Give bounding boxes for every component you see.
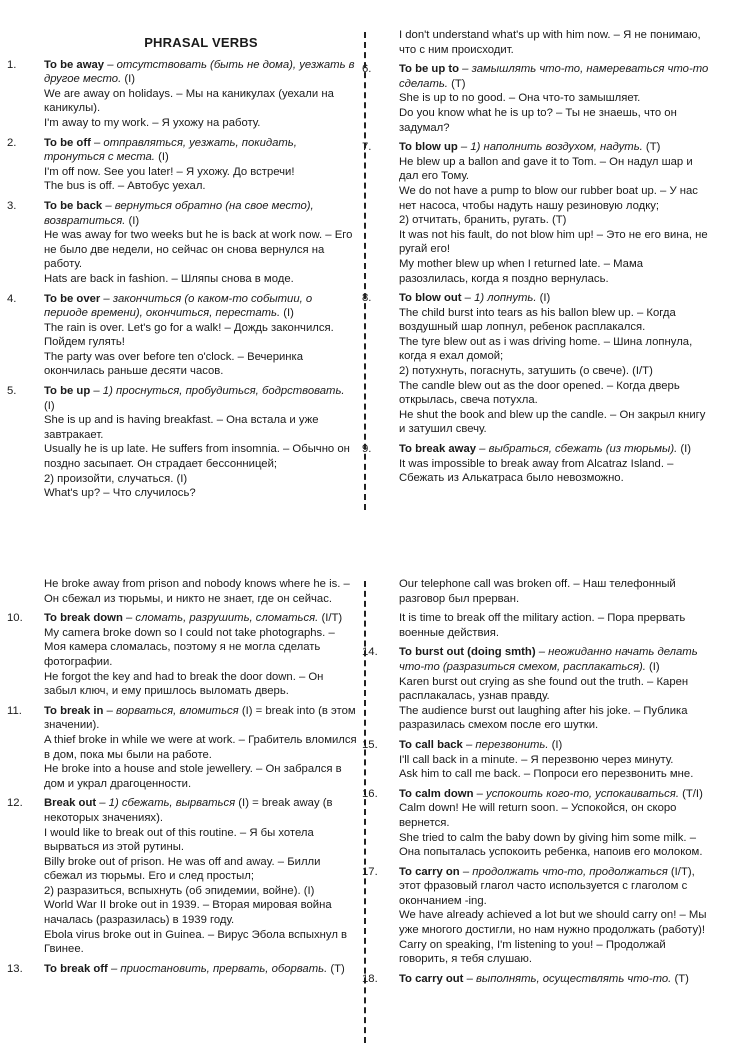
example-line: Karen burst out crying as she found out the truth. – Карен расплакалась, узнав правду. [399,675,689,703]
translation-definition: – отправляться, уезжать, покидать, тронуться с места. [44,136,297,164]
transitivity-mark: (I) [154,151,169,164]
entry-heading [44,58,358,87]
entry-number: 7. [362,141,372,154]
entry-heading [44,199,358,228]
phrasal-verb-entry [7,384,358,501]
example-line: The audience burst out laughing after his joke. – Публика разразилась смехом после его шутки. [399,704,688,732]
transitivity-mark: (I) [677,443,692,456]
entries-right-top [362,62,709,486]
transitivity-mark: (I) [645,660,660,673]
entry-heading [399,291,709,306]
transitivity-mark: (I) [121,73,136,86]
entry-heading [399,787,709,802]
entry-number: 10. [7,612,23,625]
translation-definition: – 1) сбежать, вырваться [96,797,236,810]
entry-number: 18. [362,972,378,985]
entry-number: 9. [362,443,372,456]
phrasal-verb-term: To calm down [399,787,474,800]
example-line: The bus is off. – Автобус уехал. [44,180,206,193]
example-line: A thief broke in while we were at work. – Грабитель вломился в дом, пока мы были на работе. [44,733,357,761]
entry-number: 17. [362,865,378,878]
column-divider-top [364,32,366,510]
continued-example: It is time to break off the military action. – Пора прервать военные действия. [399,612,686,639]
example-line: 2) разразиться, вспыхнуть (об эпидемии, войне). (I) [44,884,315,897]
example-line: 2) отчитать, бранить, ругать. (T) [399,214,567,227]
entry-number: 4. [7,292,17,305]
example-line: Ask him to call me back. – Попроси его перезвонить мне. [399,768,694,781]
entry-heading [399,645,709,674]
phrasal-verb-term: Break out [44,797,97,810]
example-line: Ebola virus broke out in Guinea. – Вирус Эбола вспыхнул в Гвинее. [44,928,348,956]
transitivity-mark: (T) [327,962,345,975]
phrasal-verb-entry [362,291,709,437]
translation-definition: – неожиданно начать делать что-то (разразиться смехом, расплакаться). [399,646,698,673]
translation-definition: – сломать, разрушить, сломаться. [122,612,319,625]
example-line: I'll call back in a minute. – Я перезвоню через минуту. [399,753,674,766]
phrasal-verb-term: To blow up [399,141,458,154]
phrasal-verb-term: To blow out [399,292,462,305]
entry-number: 13. [7,962,23,975]
example-line: He shut the book and blew up the candle. – Он закрыл книгу и затушил свечу. [399,408,706,436]
phrasal-verb-entry [362,972,709,987]
translation-definition: – отсутствовать (быть не дома), уезжать в другое место. [44,58,355,86]
phrasal-verb-term: To be up to [399,63,460,76]
phrasal-verb-entry [362,865,709,967]
example-line: 2) произойти, случаться. (I) [44,472,188,485]
transitivity-mark: (T/I) [678,787,703,800]
phrasal-verb-entry [362,140,709,286]
phrasal-verb-term: To be over [44,292,101,305]
phrasal-verb-term: To burst out (doing smth) [399,646,536,659]
phrasal-verb-entry [7,962,358,977]
entry-number: 14. [362,646,378,659]
entry-number: 12. [7,797,23,810]
translation-definition: – выполнять, осуществлять что-то. [463,972,672,985]
entry-heading [44,384,358,413]
transitivity-mark: (I) [536,292,551,305]
phrasal-verb-entry [7,796,358,957]
phrasal-verb-term: To carry on [399,865,460,878]
phrasal-verb-term: To break down [44,612,123,625]
transitivity-mark: (T) [447,77,466,90]
phrasal-verb-entry [7,58,358,131]
example-line: He forgot the key and had to break the door down. – Он забыл ключ, и ему пришлось выломать дверь. [44,670,324,698]
continued-example: He broke away from prison and nobody knows where he is. – Он сбежал из тюрьмы, и никто не знает, где он сейчас. [44,578,350,605]
transitivity-mark: (T) [671,972,689,985]
continuation-right-bottom [399,577,709,640]
translation-definition: – вернуться обратно (на свое место), возвратиться. [44,199,314,227]
entry-heading [44,796,358,825]
phrasal-verb-entry [7,199,358,287]
entry-heading [44,704,358,733]
transitivity-mark: (T) [642,141,661,154]
translation-definition: – успокоить кого-то, успокаиваться. [473,787,679,800]
entry-heading [399,442,709,457]
entries-left-top [7,58,358,501]
entry-number: 1. [7,58,17,71]
example-line: Calm down! He will return soon. – Успокойся, он скоро вернется. [399,802,677,829]
phrasal-verb-term: To break away [399,443,477,456]
example-line: He was away for two weeks but he is back at work now. – Его не было две недели, но сейчас он снова вернулся на работу. [44,229,353,271]
example-line: The rain is over. Let's go for a walk! – Дождь закончился. Пойдем гулять! [44,321,334,349]
transitivity-mark: (I/T) [318,612,343,625]
translation-definition: – 1) наполнить воздухом, надуть. [457,141,643,154]
example-line: The tyre blew out as i was driving home. – Шина лопнула, когда я ехал домой; [399,335,693,363]
right-column-top [362,28,709,491]
entry-number: 16. [362,787,378,800]
entry-number: 8. [362,292,372,305]
entry-heading [44,136,358,165]
example-line: Carry on speaking, I'm listening to you! – Продолжай говорить, я тебя слушаю. [399,938,666,966]
phrasal-verb-term: To be up [44,385,91,398]
example-line: She is up to no good. – Она что-то замышляет. [399,92,641,105]
phrasal-verb-term: To be off [44,136,91,149]
example-line: We do not have a pump to blow our rubber boat up. – У нас нет насоса, чтобы надуть нашу резиновую лодку; [399,184,698,212]
phrasal-verb-entry [362,62,709,135]
example-line: 2) потухнуть, погаснуть, затушить (о свече). (I/T) [399,365,653,378]
example-line: I'm away to my work. – Я ухожу на работу. [44,116,261,129]
example-line: Hats are back in fashion. – Шляпы снова в моде. [44,272,294,285]
entry-heading [399,62,709,91]
entries-left-bottom [7,611,358,976]
transitivity-mark: (I) = break into (в этом значении). [44,704,356,732]
entry-heading [44,962,358,977]
transitivity-mark: (I) [125,214,140,227]
translation-definition: – закончиться (о каком-то событии, о периоде времени), окончиться, перестать. [44,292,313,320]
transitivity-mark: (I) = break away (в некоторых значениях). [44,797,333,824]
phrasal-verb-entry [7,704,358,792]
transitivity-mark: (I) [548,738,563,751]
translation-definition: – 1) лопнуть. [461,292,537,305]
phrasal-verb-entry [7,136,358,194]
entry-heading [399,865,709,909]
example-line: World War II broke out in 1939. – Вторая мировая война началась (разразилась) в 1939 году. [44,899,332,927]
entries-right-bottom [362,645,709,986]
continuation-left-bottom [44,577,358,606]
phrasal-verb-entry [362,645,709,733]
phrasal-verb-term: To break in [44,704,104,717]
entry-number: 15. [362,738,378,751]
entry-number: 2. [7,136,17,149]
phrasal-verb-entry [362,787,709,860]
transitivity-mark: (I) [280,307,294,320]
example-line: She tried to calm the baby down by giving him some milk. – Она попыталась успокоить ребенка, напоив его молоком. [399,831,703,859]
example-line: The candle blew out as the door opened. – Когда дверь открылась, свеча потухла. [399,379,680,407]
entry-number: 11. [7,704,22,717]
page-title: PHRASAL VERBS [144,35,258,50]
example-line: It was not his fault, do not blow him up! – Это не его вина, не ругай его! [399,228,708,256]
phrasal-verb-entry [362,442,709,486]
phrasal-verb-term: To call back [399,738,463,751]
example-line: My mother blew up when I returned late. – Мама разозлилась, когда я поздно вернулась. [399,257,643,285]
phrasal-verb-term: To carry out [399,972,464,985]
translation-definition: – продолжать что-то, продолжаться [459,865,668,878]
entry-number: 3. [7,199,17,212]
example-line: My camera broke down so I could not take photographs. – Моя камера сломалась, поэтому я не могла сделать фотографии. [44,626,335,668]
example-line: We are away on holidays. – Мы на каникулах (уехали на каникулы). [44,87,334,115]
example-line: I would like to break out of this routine. – Я бы хотела вырваться из этой рутины. [44,826,314,854]
entry-number: 6. [362,63,372,76]
left-column-bottom [7,577,358,981]
translation-definition: – 1) проснуться, пробудиться, бодрствовать. [90,385,345,398]
phrasal-verb-term: To be away [44,58,105,71]
example-line: We have already achieved a lot but we should carry on! – Мы уже многого достигли, но нам нужно продолжать (работу)! [399,909,707,937]
transitivity-mark: (I/T), этот фразовый глагол часто используется с глаголом с окончанием -ing. [399,865,695,907]
translation-definition: – приостановить, прервать, оборвать. [107,962,328,975]
entry-heading [399,140,709,155]
example-line: Usually he is up late. He suffers from insomnia. – Обычно он поздно засыпает. Он страдает бессонницей; [44,443,350,471]
continuation-right-top [399,28,709,57]
continued-example: I don't understand what's up with him now. – Я не понимаю, что с ним происходит. [399,29,701,56]
left-column-top [7,28,358,506]
phrasal-verb-term: To be back [44,199,103,212]
example-line: He broke into a house and stole jewellery. – Он забрался в дом и украл драгоценности. [44,763,342,790]
continued-example: Our telephone call was broken off. – Наш телефонный разговор был прерван. [399,578,676,605]
example-line: She is up and is having breakfast. – Она встала и уже завтракает. [44,414,319,441]
translation-definition: – перезвонить. [462,738,549,751]
example-line: The party was over before ten o'clock. – Вечеринка окончилась раньше десяти часов. [44,350,304,378]
example-line: He blew up a ballon and gave it to Tom. – Он надул шар и дал его Тому. [399,155,693,183]
phrasal-verb-entry [7,611,358,699]
translation-definition: – выбраться, сбежать (из тюрьмы). [476,443,678,456]
entry-heading [399,738,709,753]
translation-definition: – замышлять что-то, намереваться что-то сделать. [399,63,709,90]
example-line: Do you know what he is up to? – Ты не знаешь, что он задумал? [399,106,677,134]
phrasal-verb-term: To break off [44,962,108,975]
phrasal-verb-entry [362,738,709,782]
example-line: Billy broke out of prison. He was off and away. – Билли сбежал из тюрьмы. Его и след простыл; [44,855,321,883]
right-column-bottom [362,577,709,991]
translation-definition: – ворваться, вломиться [103,704,239,717]
example-line: The child burst into tears as his ballon blew up. – Когда воздушный шар лопнул, ребенок расплакался. [399,306,676,334]
entry-heading [44,292,358,321]
example-line: What's up? – Что случилось? [44,487,196,500]
entry-number: 5. [7,385,17,398]
transitivity-mark: (I) [44,399,55,412]
phrasal-verb-entry [7,292,358,380]
entry-heading [399,972,709,987]
example-line: It was impossible to break away from Alcatraz Island. – Сбежать из Алькатраса было невозможно. [399,457,674,485]
entry-heading [44,611,358,626]
example-line: I'm off now. See you later! – Я ухожу. До встречи! [44,165,295,178]
